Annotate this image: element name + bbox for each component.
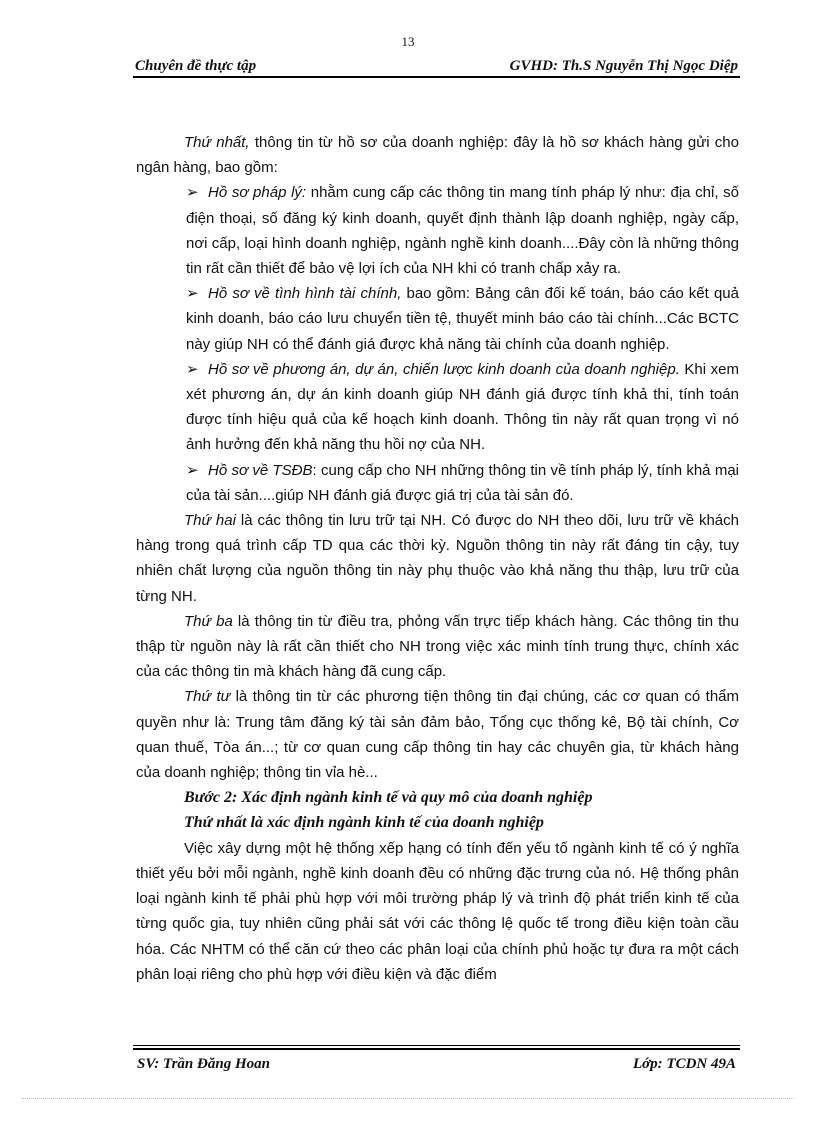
bullet-item: ➢ Hồ sơ về TSĐB: cung cấp cho NH những thông tin về tính pháp lý, tính khả mại của tài sản....giúp NH đánh giá được giá trị của tài sản đó. (136, 458, 739, 508)
paragraph: Thứ nhất, thông tin từ hồ sơ của doanh nghiệp: đây là hồ sơ khách hàng gửi cho ngân hàng, bao gồm: (136, 134, 739, 177)
bullet-item: ➢ Hồ sơ pháp lý: nhằm cung cấp các thông tin mang tính pháp lý như: địa chỉ, số điện thoại, số đăng ký kinh doanh, quyết định thành lập doanh nghiệp, ngày cấp, nơi cấp, loại hình doanh nghiệp, ngành nghề kinh doanh....Đây còn là những thông tin rất cần thiết để bảo vệ lợi ích của NH khi có tranh chấp xảy ra. (136, 180, 739, 281)
header-left: Chuyên đề thực tập (135, 58, 257, 74)
page-number: 13 (401, 34, 415, 49)
footer-right: Lớp: TCDN 49A (632, 1056, 736, 1072)
paragraph: Thứ tư là thông tin từ các phương tiện thông tin đại chúng, các cơ quan có thẩm quyền như là: Trung tâm đăng ký tài sản đảm bảo, Tổng cục thống kê, Bộ tài chính, Cơ quan thuế, Tòa án...; từ cơ quan cung cấp thông tin hay các chuyên gia, từ khách hàng của doanh nghiệp; thông tin vỉa hè... (136, 688, 739, 782)
paragraph: Thứ hai là các thông tin lưu trữ tại NH. Có được do NH theo dõi, lưu trữ về khách hàng trong quá trình cấp TD qua các thời kỳ. Nguồn thông tin này rất đáng tin cậy, tuy nhiên chất lượng của nguồn thông tin này phụ thuộc vào khả năng thu thập, lưu trữ của từng NH. (136, 512, 739, 605)
section-heading: Bước 2: Xác định ngành kinh tế và quy mô của doanh nghiệp (184, 789, 593, 807)
footer-left: SV: Trần Đăng Hoan (137, 1056, 270, 1072)
subsection-heading: Thứ nhất là xác định ngành kinh tế của doanh nghiệp (184, 814, 544, 832)
arrow-bullet-icon: ➢ (186, 360, 199, 378)
header-right: GVHD: Th.S Nguyễn Thị Ngọc Diệp (509, 58, 738, 74)
bullet-item: ➢ Hồ sơ về tình hình tài chính, bao gồm: Bảng cân đối kế toán, báo cáo kết quả kinh doanh, báo cáo lưu chuyển tiền tệ, thuyết minh báo cáo tài chính...Các BCTC này giúp NH có thể đánh giá được khả năng tài chính của doanh nghiệp. (136, 281, 739, 357)
page-footer (133, 1048, 740, 1080)
page-header (133, 58, 740, 78)
arrow-bullet-icon: ➢ (186, 461, 199, 479)
paragraph: Thứ ba là thông tin từ điều tra, phỏng vấn trực tiếp khách hàng. Các thông tin thu thập từ nguồn này là rất cần thiết cho NH trong việc xác minh tính trung thực, chính xác của các thông tin mà khách hàng đã cung cấp. (136, 612, 739, 681)
arrow-bullet-icon: ➢ (186, 184, 199, 202)
paragraph: Việc xây dựng một hệ thống xếp hạng có tính đến yếu tố ngành kinh tế có ý nghĩa thiết yếu bởi mỗi ngành, nghề kinh doanh đều có những đặc trưng của nó. Hệ thống phân loại ngành kinh tế phải phù hợp với môi trường pháp lý và trình độ phát triển kinh tế của từng quốc gia, tuy nhiên cũng phải sát với các thông lệ quốc tế trong điều kiện toàn cầu hóa. Các NHTM có thể căn cứ theo các phân loại của chính phủ hoặc tự đưa ra một cách phân loại riêng cho phù hợp với điều kiện và đặc điểm (136, 839, 739, 983)
page-bottom-divider (22, 1098, 794, 1099)
bullet-item: ➢ Hồ sơ về phương án, dự án, chiến lược kinh doanh của doanh nghiệp. Khi xem xét phương án, dự án kinh doanh giúp NH đánh giá được tính khả thi, tính toán được tính hiệu quả của kế hoạch kinh doanh. Thông tin này rất quan trọng vì nó ảnh hưởng đến khả năng thu hồi nợ của NH. (136, 357, 739, 458)
document-body (136, 130, 739, 987)
arrow-bullet-icon: ➢ (186, 285, 199, 303)
